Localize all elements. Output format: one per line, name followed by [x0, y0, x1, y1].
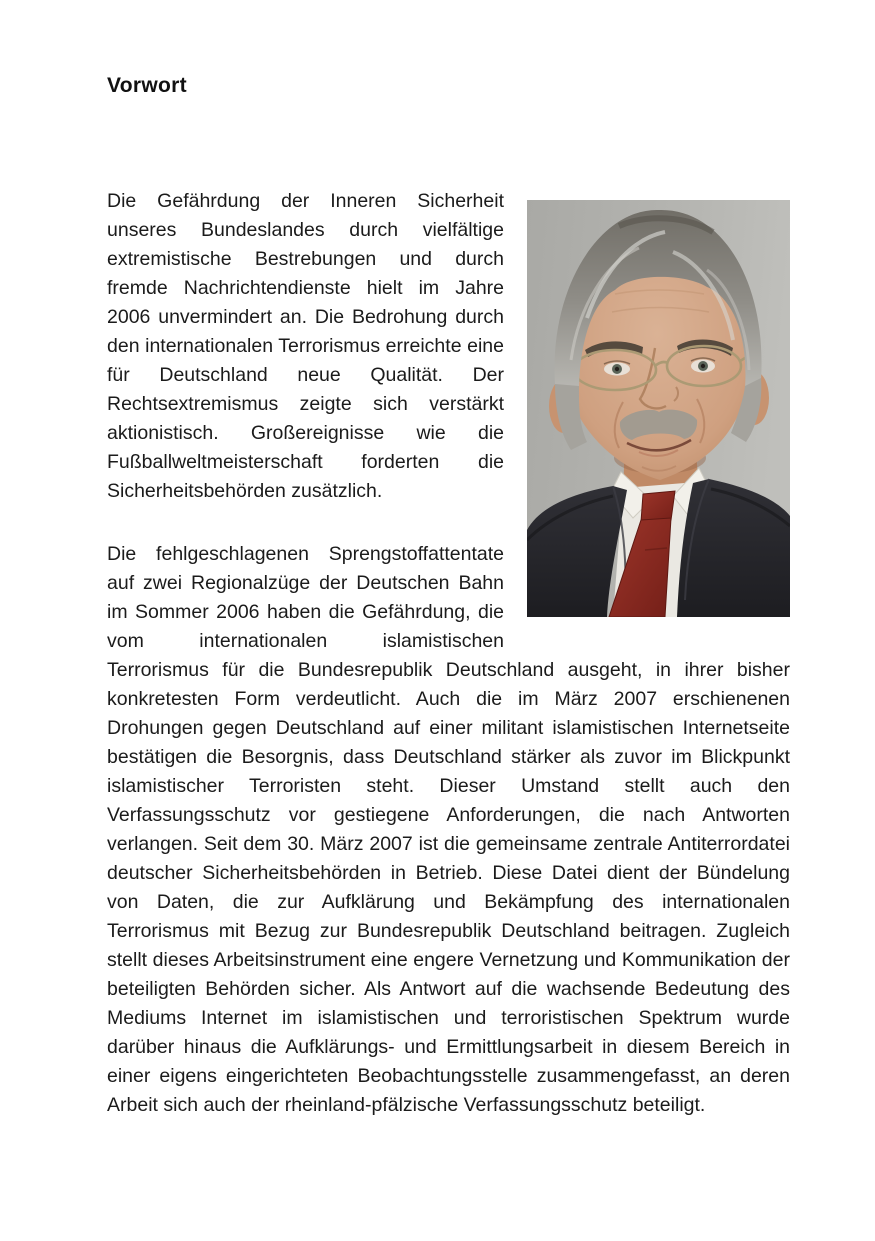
paragraph-1: Die Gefährdung der Inneren Sicherheit unseres Bundeslandes durch vielfältige extremistische Bestrebungen und durch fremde Nachrichtendienste hielt im Jahre 2006 unvermindert an. Die Bedrohung durch den internationalen Terrorismus erreichte eine für Deutschland neue Qualität. Der Rechtsextremismus zeigte sich verstärkt aktionistisch. Großereignisse wie die Fußballweltmeisterschaft forderten die Sicherheitsbehörden zusätzlich.: [107, 190, 504, 502]
paragraph-2: Die fehlgeschlagenen Sprengstoffattentate auf zwei Regionalzüge der Deutschen Bahn im Sommer 2006 haben die Gefährdung, die vom internationalen islamistischen Terrorismus für die Bundesrepublik Deutschland ausgeht, in ihrer bisher konkretesten Form verdeutlicht. Auch die im März 2007 erschienenen Drohungen gegen Deutschland auf einer militant islamistischen Internetseite bestätigen die Besorgnis, dass Deutschland stärker als zuvor im Blickpunkt islamistischer Terroristen steht. Dieser Umstand stellt auch den Verfassungsschutz vor gestiegene Anforderungen, die nach Antworten verlangen. Seit dem 30. März 2007 ist die gemeinsame zentrale Antiterrordatei deutscher Sicherheitsbehörden in Betrieb. Diese Datei dient der Bündelung von Daten, die zur Aufklärung und Bekämpfung des internationalen Terrorismus mit Bezug zur Bundesrepublik Deutschland beitragen. Zugleich stellt dieses Arbeitsinstrument eine engere Vernetzung und Kommunikation der beteiligten Behörden sicher. Als Antwort auf die wachsende Bedeutung des Mediums Internet im islamistischen und terroristischen Spektrum wurde darüber hinaus die Aufklärungs- und Ermittlungsarbeit in diesem Bereich in einer eigens eingerichteten Beobachtungsstelle zusammengefasst, an deren Arbeit sich auch der rheinland-pfälzische Verfassungsschutz beteiligt.: [107, 543, 790, 1116]
portrait-photo-graphic: [527, 200, 790, 617]
portrait-photo: [527, 200, 790, 617]
page-title: Vorwort: [107, 74, 187, 97]
body-text: [107, 187, 790, 1120]
